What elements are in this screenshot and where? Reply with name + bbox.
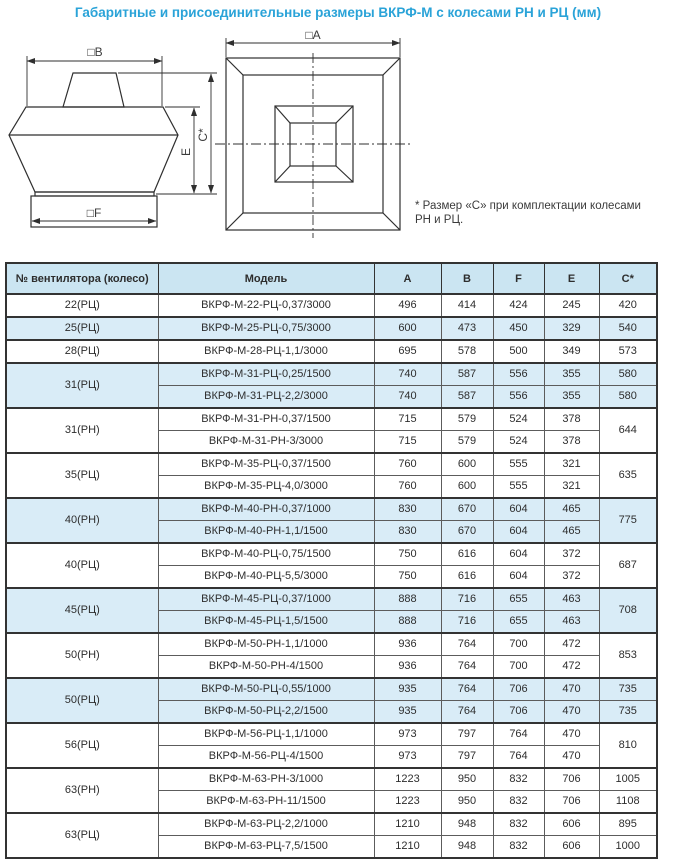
dim-f-cell: 655	[493, 611, 544, 634]
table-row	[6, 768, 657, 791]
table-row	[6, 543, 657, 566]
dim-e-cell: 465	[544, 521, 599, 544]
dim-c-cell: 1000	[599, 836, 657, 859]
dim-f-cell: 764	[493, 723, 544, 746]
table-header-row	[6, 263, 657, 294]
dim-e-cell: 606	[544, 836, 599, 859]
dim-b-cell: 764	[441, 656, 493, 679]
dim-b-cell: 578	[441, 340, 493, 363]
wheel-cell: 40(РЦ)	[6, 543, 158, 588]
dim-b-label: □B	[87, 45, 103, 59]
wheel-cell: 35(РЦ)	[6, 453, 158, 498]
dim-b-cell: 950	[441, 791, 493, 814]
table-row	[6, 294, 657, 317]
dim-e-cell: 378	[544, 431, 599, 454]
dim-f-label: □F	[86, 206, 102, 220]
dim-f-cell: 700	[493, 656, 544, 679]
wheel-cell: 22(РЦ)	[6, 294, 158, 317]
dim-b-cell: 716	[441, 611, 493, 634]
table-row	[6, 633, 657, 656]
wheel-cell: 40(РН)	[6, 498, 158, 543]
column-header-4: F	[493, 263, 544, 294]
wheel-cell: 50(РН)	[6, 633, 158, 678]
wheel-cell: 28(РЦ)	[6, 340, 158, 363]
fan-body-shape	[9, 107, 178, 192]
dim-b-cell: 579	[441, 408, 493, 431]
dim-a-cell: 973	[374, 746, 441, 769]
dim-a-cell: 1223	[374, 768, 441, 791]
footnote-line-2: РН и РЦ.	[415, 214, 464, 226]
table-row	[6, 363, 657, 386]
model-cell: ВКРФ-М-50-РЦ-2,2/1500	[158, 701, 374, 724]
dim-e-cell: 378	[544, 408, 599, 431]
fan-side-view-drawing	[0, 40, 222, 238]
dim-f-cell: 604	[493, 498, 544, 521]
outer-bevel-br	[383, 213, 400, 230]
dim-b-cell: 797	[441, 723, 493, 746]
dim-c-cell: 580	[599, 363, 657, 386]
dim-e-cell: 472	[544, 656, 599, 679]
page-title: Габаритные и присоединительные размеры ВКРФ-М с колесами РН и РЦ (мм)	[74, 5, 602, 20]
dim-f-cell: 556	[493, 386, 544, 409]
dim-e-cell: 355	[544, 363, 599, 386]
dim-e-cell: 245	[544, 294, 599, 317]
dim-b-cell: 579	[441, 431, 493, 454]
dim-c-cell: 420	[599, 294, 657, 317]
dim-b-cell: 616	[441, 566, 493, 589]
dim-f-cell: 524	[493, 431, 544, 454]
dim-e-label: E	[179, 147, 193, 157]
table-row	[6, 813, 657, 836]
wheel-cell: 63(РЦ)	[6, 813, 158, 858]
dim-a-cell: 760	[374, 453, 441, 476]
column-header-6: C*	[599, 263, 657, 294]
model-cell: ВКРФ-М-31-РН-0,37/1500	[158, 408, 374, 431]
dim-c-cell: 735	[599, 678, 657, 701]
model-cell: ВКРФ-М-56-РЦ-4/1500	[158, 746, 374, 769]
dim-a-label: □A	[305, 28, 321, 42]
dim-b-cell: 616	[441, 543, 493, 566]
model-cell: ВКРФ-М-50-РН-4/1500	[158, 656, 374, 679]
model-cell: ВКРФ-М-35-РЦ-0,37/1500	[158, 453, 374, 476]
table-row	[6, 588, 657, 611]
dim-a-cell: 973	[374, 723, 441, 746]
model-cell: ВКРФ-М-63-РЦ-7,5/1500	[158, 836, 374, 859]
dimensions-table	[5, 262, 658, 859]
dim-f-cell: 655	[493, 588, 544, 611]
table-row	[6, 408, 657, 431]
footnote	[415, 199, 671, 227]
model-cell: ВКРФ-М-40-РН-0,37/1000	[158, 498, 374, 521]
hub-bevel-bl	[275, 166, 290, 182]
model-cell: ВКРФ-М-28-РЦ-1,1/3000	[158, 340, 374, 363]
table-body	[6, 294, 657, 858]
dim-e-cell: 321	[544, 476, 599, 499]
dim-f-cell: 832	[493, 768, 544, 791]
dim-b-cell: 948	[441, 813, 493, 836]
dim-c-cell: 1005	[599, 768, 657, 791]
table-row	[6, 678, 657, 701]
model-cell: ВКРФ-М-63-РН-11/1500	[158, 791, 374, 814]
dim-b-cell: 948	[441, 836, 493, 859]
hub-bevel-br	[336, 166, 353, 182]
wheel-cell: 25(РЦ)	[6, 317, 158, 340]
dim-f-cell: 764	[493, 746, 544, 769]
dim-c-cell: 1108	[599, 791, 657, 814]
dim-c-label: C*	[196, 128, 210, 142]
dim-a-cell: 760	[374, 476, 441, 499]
dim-c-cell: 708	[599, 588, 657, 633]
hub-bevel-tr	[336, 106, 353, 123]
dim-a-cell: 830	[374, 498, 441, 521]
dim-a-cell: 935	[374, 678, 441, 701]
dim-c-cell: 735	[599, 701, 657, 724]
dim-a-cell: 888	[374, 588, 441, 611]
model-cell: ВКРФ-М-40-РН-1,1/1500	[158, 521, 374, 544]
dim-e-cell: 463	[544, 611, 599, 634]
dim-a-cell: 1210	[374, 836, 441, 859]
dim-e-cell: 465	[544, 498, 599, 521]
dim-b-cell: 797	[441, 746, 493, 769]
table-row	[6, 317, 657, 340]
dim-f-cell: 706	[493, 701, 544, 724]
dim-b-cell: 587	[441, 363, 493, 386]
dim-f-cell: 450	[493, 317, 544, 340]
dim-e-cell: 706	[544, 768, 599, 791]
wheel-cell: 56(РЦ)	[6, 723, 158, 768]
column-header-0: № вентилятора (колесо)	[6, 263, 158, 294]
dim-e-cell: 472	[544, 633, 599, 656]
dim-a-cell: 936	[374, 656, 441, 679]
dim-b-cell: 764	[441, 701, 493, 724]
dim-e-cell: 355	[544, 386, 599, 409]
dim-c-cell: 687	[599, 543, 657, 588]
model-cell: ВКРФ-М-40-РЦ-0,75/1500	[158, 543, 374, 566]
dim-a-cell: 740	[374, 363, 441, 386]
dim-f-cell: 555	[493, 453, 544, 476]
dim-a-cell: 935	[374, 701, 441, 724]
dim-b-cell: 600	[441, 453, 493, 476]
dim-f-cell: 832	[493, 813, 544, 836]
dim-a-cell: 695	[374, 340, 441, 363]
table-row	[6, 340, 657, 363]
dim-f-cell: 555	[493, 476, 544, 499]
hub-bevel-tl	[275, 106, 290, 123]
wheel-cell: 63(РН)	[6, 768, 158, 813]
dim-a-cell: 830	[374, 521, 441, 544]
dim-c-cell: 635	[599, 453, 657, 498]
dim-a-cell: 1210	[374, 813, 441, 836]
dim-b-cell: 600	[441, 476, 493, 499]
dim-b-cell: 670	[441, 521, 493, 544]
dim-e-cell: 372	[544, 543, 599, 566]
wheel-cell: 31(РЦ)	[6, 363, 158, 408]
model-cell: ВКРФ-М-31-РЦ-2,2/3000	[158, 386, 374, 409]
fan-top-view-drawing	[212, 28, 418, 243]
model-cell: ВКРФ-М-50-РЦ-0,55/1000	[158, 678, 374, 701]
column-header-2: A	[374, 263, 441, 294]
dim-f-cell: 556	[493, 363, 544, 386]
dim-b-cell: 716	[441, 588, 493, 611]
dim-c-cell: 853	[599, 633, 657, 678]
column-header-1: Модель	[158, 263, 374, 294]
model-cell: ВКРФ-М-63-РЦ-2,2/1000	[158, 813, 374, 836]
model-cell: ВКРФ-М-31-РН-3/3000	[158, 431, 374, 454]
dim-b-cell: 950	[441, 768, 493, 791]
dim-a-cell: 750	[374, 543, 441, 566]
outer-bevel-bl	[226, 213, 243, 230]
dim-f-cell: 706	[493, 678, 544, 701]
dim-a-cell: 496	[374, 294, 441, 317]
dim-f-cell: 604	[493, 521, 544, 544]
outer-bevel-tl	[226, 58, 243, 75]
outer-bevel-tr	[383, 58, 400, 75]
dim-c-cell: 644	[599, 408, 657, 453]
dim-e-cell: 470	[544, 723, 599, 746]
dim-c-cell: 775	[599, 498, 657, 543]
model-cell: ВКРФ-М-50-РН-1,1/1000	[158, 633, 374, 656]
dim-f-cell: 524	[493, 408, 544, 431]
dim-e-cell: 463	[544, 588, 599, 611]
model-cell: ВКРФ-М-45-РЦ-0,37/1000	[158, 588, 374, 611]
dim-a-cell: 600	[374, 317, 441, 340]
dim-a-cell: 936	[374, 633, 441, 656]
dim-a-cell: 715	[374, 408, 441, 431]
dim-c-cell: 580	[599, 386, 657, 409]
dim-a-cell: 1223	[374, 791, 441, 814]
dim-e-cell: 470	[544, 701, 599, 724]
dim-e-cell: 706	[544, 791, 599, 814]
dim-b-cell: 670	[441, 498, 493, 521]
dim-e-cell: 606	[544, 813, 599, 836]
motor-cover-shape	[63, 73, 124, 107]
dim-c-cell: 540	[599, 317, 657, 340]
model-cell: ВКРФ-М-45-РЦ-1,5/1500	[158, 611, 374, 634]
model-cell: ВКРФ-М-56-РЦ-1,1/1000	[158, 723, 374, 746]
dim-f-cell: 424	[493, 294, 544, 317]
dim-e-cell: 349	[544, 340, 599, 363]
dim-e-cell: 321	[544, 453, 599, 476]
dim-e-cell: 470	[544, 746, 599, 769]
dim-e-cell: 372	[544, 566, 599, 589]
table-row	[6, 453, 657, 476]
dim-c-cell: 810	[599, 723, 657, 768]
model-cell: ВКРФ-М-63-РН-3/1000	[158, 768, 374, 791]
model-cell: ВКРФ-М-22-РЦ-0,37/3000	[158, 294, 374, 317]
dim-c-cell: 895	[599, 813, 657, 836]
dim-b-cell: 764	[441, 633, 493, 656]
model-cell: ВКРФ-М-31-РЦ-0,25/1500	[158, 363, 374, 386]
dim-b-cell: 764	[441, 678, 493, 701]
wheel-cell: 31(РН)	[6, 408, 158, 453]
dim-f-cell: 832	[493, 791, 544, 814]
table-row	[6, 723, 657, 746]
dim-f-cell: 604	[493, 543, 544, 566]
column-header-3: B	[441, 263, 493, 294]
wheel-cell: 50(РЦ)	[6, 678, 158, 723]
model-cell: ВКРФ-М-40-РЦ-5,5/3000	[158, 566, 374, 589]
dim-c-cell: 573	[599, 340, 657, 363]
table-row	[6, 498, 657, 521]
dim-a-cell: 740	[374, 386, 441, 409]
dim-e-cell: 329	[544, 317, 599, 340]
model-cell: ВКРФ-М-35-РЦ-4,0/3000	[158, 476, 374, 499]
dim-b-cell: 473	[441, 317, 493, 340]
dim-a-cell: 715	[374, 431, 441, 454]
dim-f-cell: 604	[493, 566, 544, 589]
wheel-cell: 45(РЦ)	[6, 588, 158, 633]
dim-a-cell: 888	[374, 611, 441, 634]
dim-f-cell: 832	[493, 836, 544, 859]
dim-e-cell: 470	[544, 678, 599, 701]
column-header-5: E	[544, 263, 599, 294]
dim-f-cell: 700	[493, 633, 544, 656]
dim-b-cell: 414	[441, 294, 493, 317]
model-cell: ВКРФ-М-25-РЦ-0,75/3000	[158, 317, 374, 340]
dim-f-cell: 500	[493, 340, 544, 363]
footnote-line-1: * Размер «С» при комплектации колесами	[415, 200, 641, 212]
dim-b-cell: 587	[441, 386, 493, 409]
dim-a-cell: 750	[374, 566, 441, 589]
